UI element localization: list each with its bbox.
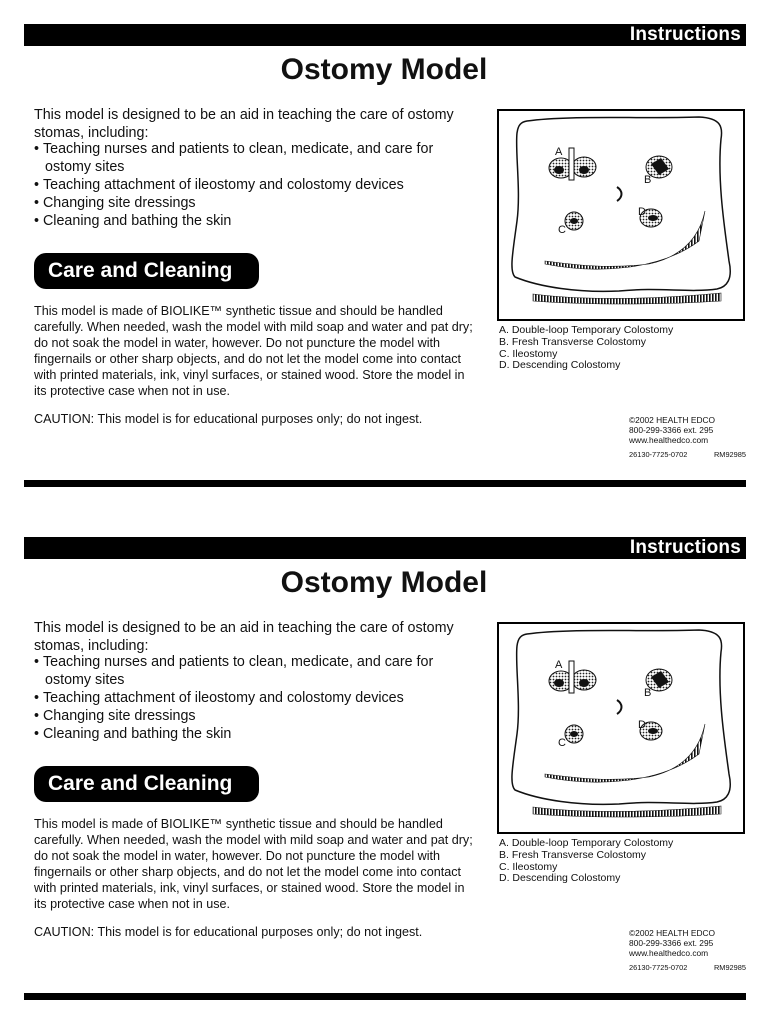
- figure-legend: [499, 325, 673, 372]
- intro-text: This model is designed to be an aid in teaching the care of ostomy stomas, including:: [34, 620, 454, 654]
- bullet-item: • Teaching attachment of ileostomy and colostomy devices: [34, 176, 474, 194]
- banner-label: Instructions: [629, 24, 741, 45]
- product-codes: [629, 450, 746, 459]
- divider-bar: [24, 993, 746, 1000]
- product-code: 26130-7725-0702: [629, 963, 688, 972]
- figure-label-b: B: [644, 174, 652, 186]
- figure-label-a: A: [555, 146, 563, 158]
- section-heading: Care and Cleaning: [48, 259, 233, 282]
- bullet-item: • Teaching nurses and patients to clean, medicate, and care for ostomy sites: [34, 653, 474, 689]
- page-title: Ostomy Model: [280, 53, 488, 86]
- bullet-item: • Cleaning and bathing the skin: [34, 725, 474, 743]
- phone-number: 800-299-3366 ext. 295: [629, 424, 714, 435]
- figure-label-a: A: [555, 659, 563, 671]
- care-paragraph: This model is made of BIOLIKE™ synthetic tissue and should be handled carefully. When needed, wash the model with mild soap and water and pat dry; do not soak the model in water, however. Do not puncture the model with fingernails or other sharp objects, and do not let the model come into contact with printed materials, ink, vinyl surfaces, or stained wood. Store the model in its protective case when not in use.: [34, 304, 473, 398]
- caution-text: CAUTION: This model is for educational purposes only; do not ingest.: [34, 925, 423, 939]
- ostomy-model-illustration: [499, 111, 747, 323]
- section-heading-pill: [34, 766, 259, 802]
- catalog-code: RM92985: [713, 450, 746, 459]
- bullet-list: [34, 140, 474, 230]
- instructions-banner: [24, 537, 746, 559]
- ostomy-model-figure: [497, 622, 745, 834]
- skin-pad-outline: [512, 117, 730, 291]
- bullet-list: [34, 653, 474, 743]
- figure-label-c: C: [558, 737, 566, 749]
- care-paragraph: This model is made of BIOLIKE™ synthetic tissue and should be handled carefully. When needed, wash the model with mild soap and water and pat dry; do not soak the model in water, however. Do not puncture the model with fingernails or other sharp objects, and do not let the model come into contact with printed materials, ink, vinyl surfaces, or stained wood. Store the model in its protective case when not in use.: [34, 817, 473, 911]
- legend-item: D. Descending Colostomy: [499, 359, 621, 372]
- legend-item: A. Double-loop Temporary Colostomy: [499, 324, 674, 336]
- legend-item: C. Ileostomy: [499, 860, 558, 873]
- skin-base-stripes: [533, 806, 721, 817]
- section-heading-pill: [34, 253, 259, 289]
- copyright: ©2002 HEALTH EDCO: [629, 928, 716, 938]
- publisher-info: [629, 929, 715, 958]
- divider-bar: [24, 480, 746, 487]
- website: www.healthedco.com: [629, 947, 709, 958]
- figure-label-d: D: [638, 206, 646, 218]
- legend-item: C. Ileostomy: [499, 347, 558, 360]
- skin-pad-outline: [512, 630, 730, 804]
- stoma-c: [565, 725, 583, 743]
- publisher-info: [629, 416, 715, 445]
- phone-number: 800-299-3366 ext. 295: [629, 937, 714, 948]
- page-title: Ostomy Model: [280, 566, 488, 599]
- product-code: 26130-7725-0702: [629, 450, 688, 459]
- instruction-card-top: [0, 0, 768, 492]
- bullet-item: • Teaching attachment of ileostomy and colostomy devices: [34, 689, 474, 707]
- figure-legend: [499, 838, 673, 885]
- legend-item: A. Double-loop Temporary Colostomy: [499, 837, 674, 849]
- skin-base-stripes: [533, 293, 721, 304]
- intro-text: This model is designed to be an aid in teaching the care of ostomy stomas, including:: [34, 107, 454, 141]
- bullet-item: • Teaching nurses and patients to clean, medicate, and care for ostomy sites: [34, 140, 474, 176]
- bullet-item: • Cleaning and bathing the skin: [34, 212, 474, 230]
- stoma-c: [565, 212, 583, 230]
- banner-label: Instructions: [629, 537, 741, 558]
- website: www.healthedco.com: [629, 434, 709, 445]
- legend-item: B. Fresh Transverse Colostomy: [499, 848, 647, 861]
- instruction-card-bottom: [0, 513, 768, 1005]
- ostomy-model-figure: [497, 109, 745, 321]
- legend-item: B. Fresh Transverse Colostomy: [499, 335, 647, 348]
- bullet-item: • Changing site dressings: [34, 707, 474, 725]
- ostomy-model-illustration: [499, 624, 747, 836]
- figure-label-c: C: [558, 224, 566, 236]
- catalog-code: RM92985: [713, 963, 746, 972]
- copyright: ©2002 HEALTH EDCO: [629, 415, 716, 425]
- section-heading: Care and Cleaning: [48, 772, 233, 795]
- instructions-banner: [24, 24, 746, 46]
- caution-text: CAUTION: This model is for educational purposes only; do not ingest.: [34, 412, 423, 426]
- legend-item: D. Descending Colostomy: [499, 872, 621, 885]
- figure-label-d: D: [638, 719, 646, 731]
- figure-label-b: B: [644, 687, 652, 699]
- bullet-item: • Changing site dressings: [34, 194, 474, 212]
- product-codes: [629, 963, 746, 972]
